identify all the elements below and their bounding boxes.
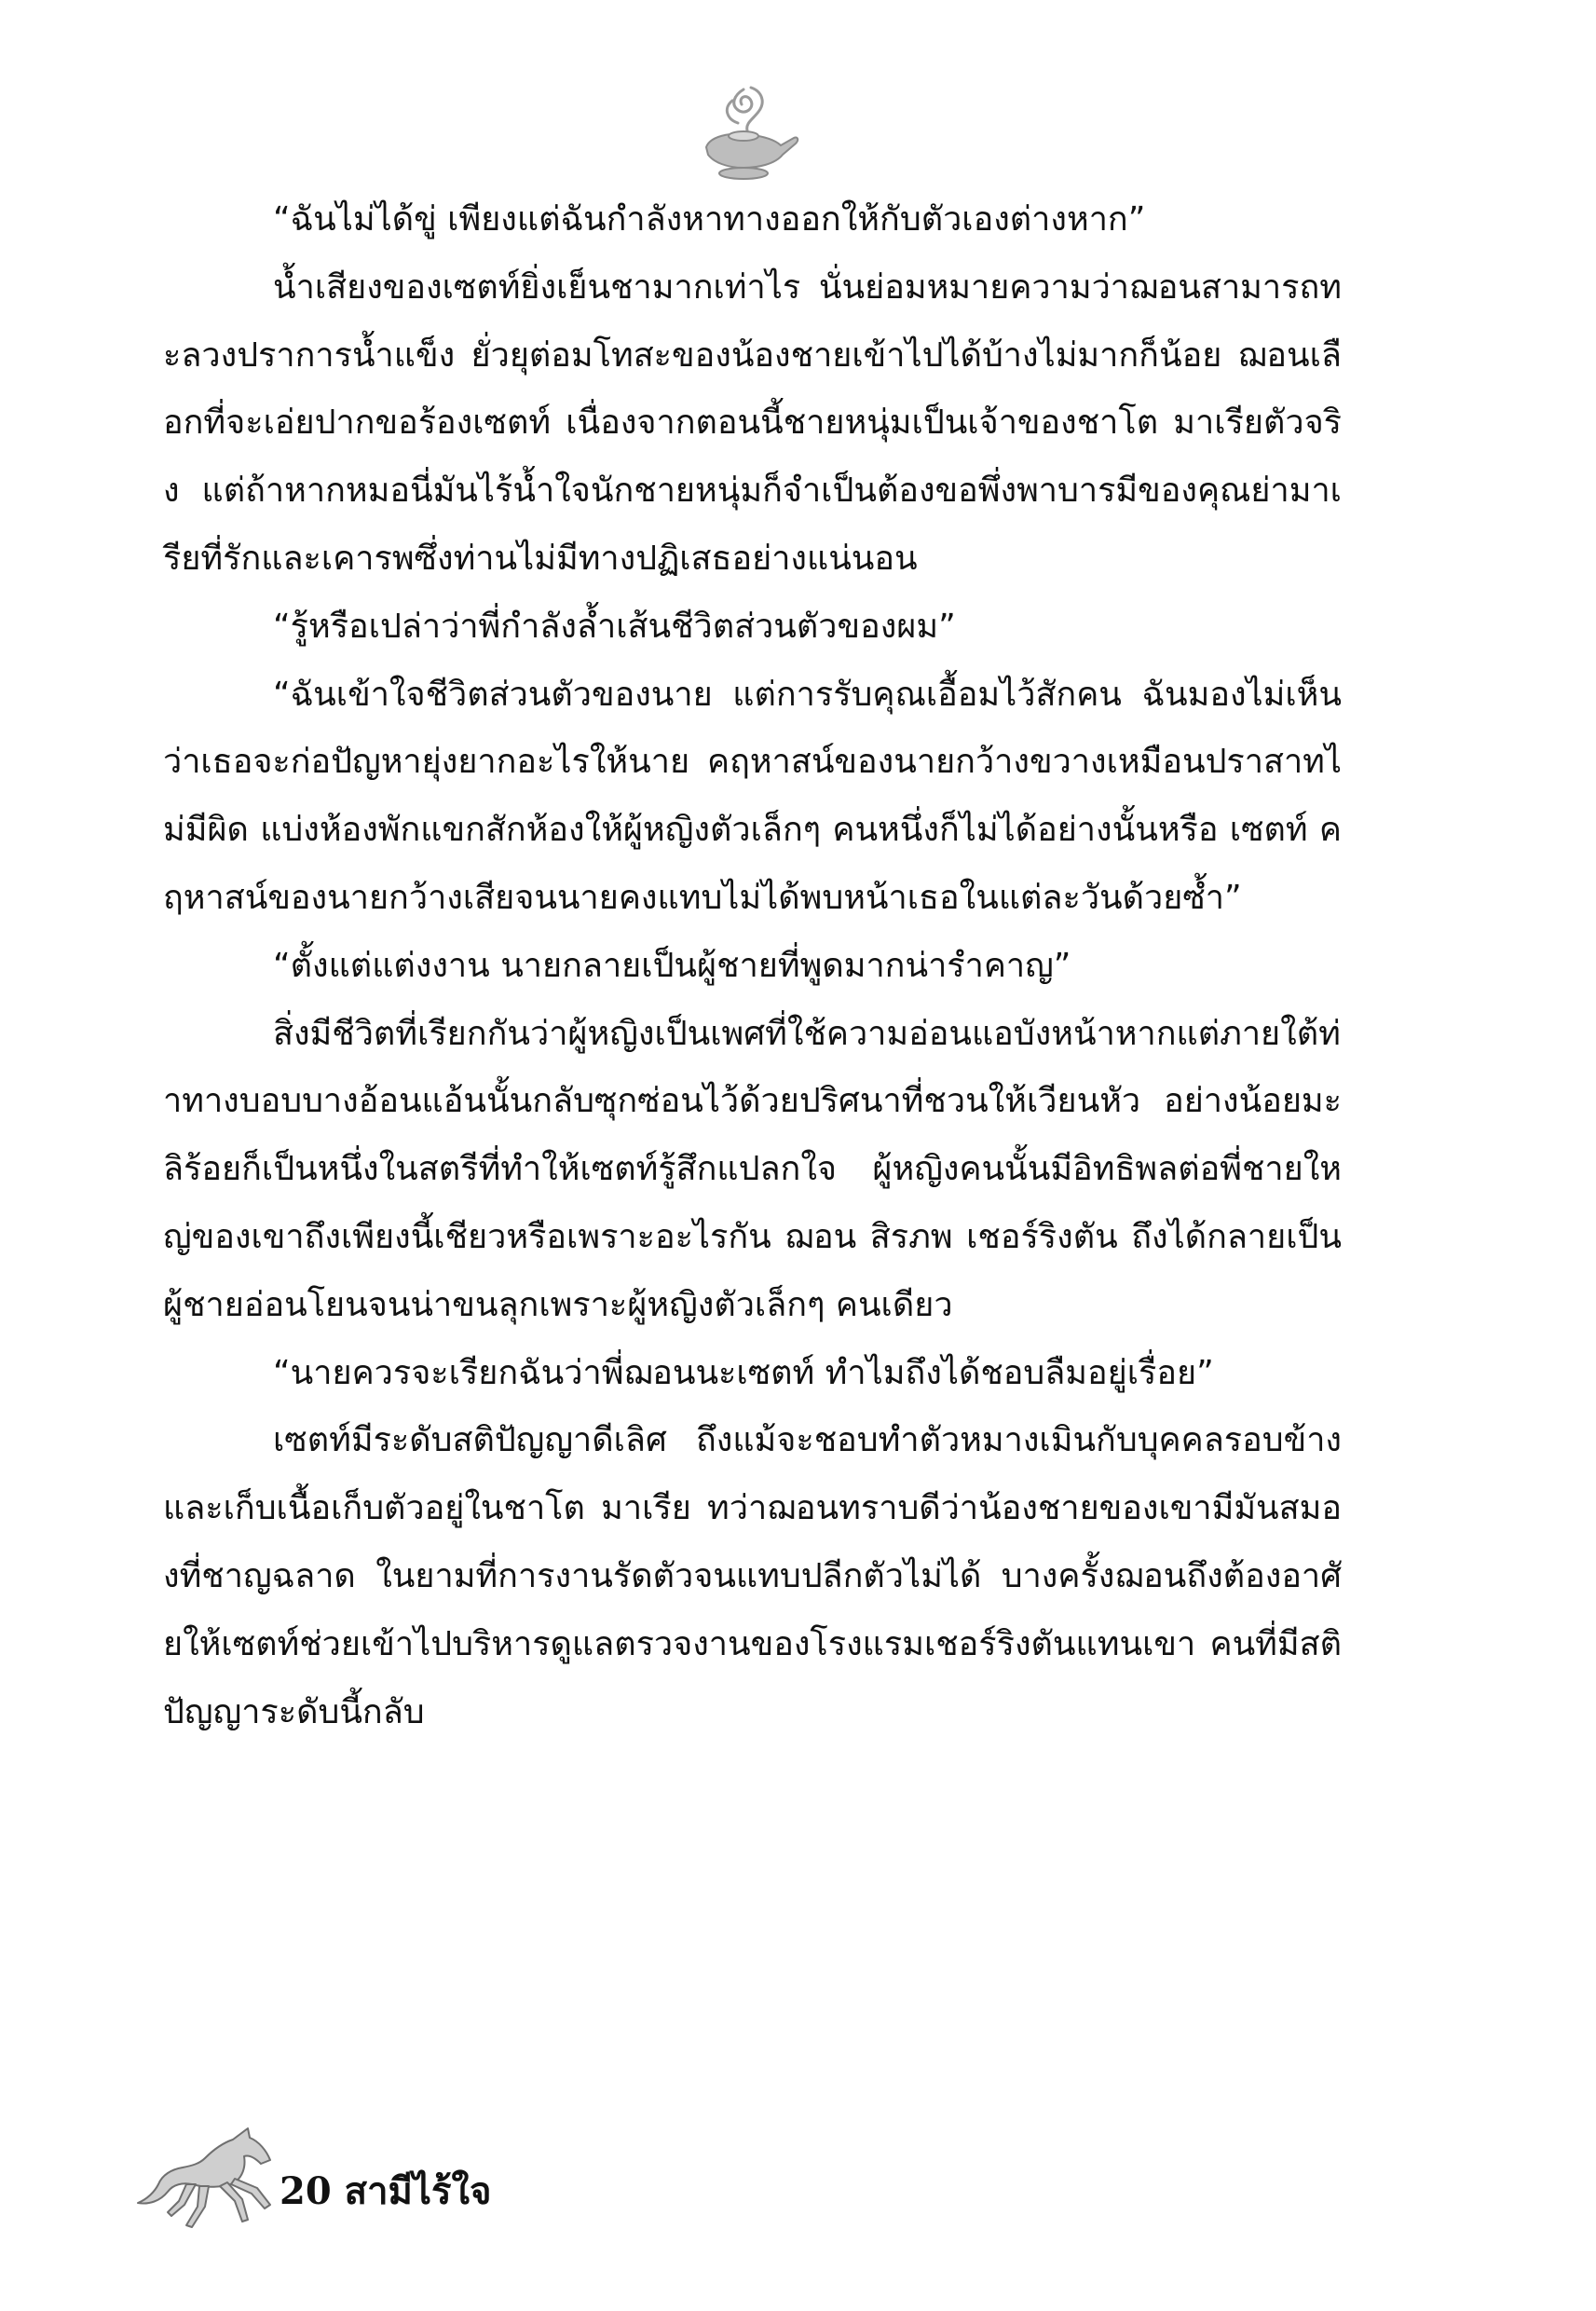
horse-icon bbox=[130, 2126, 293, 2234]
paragraph: “ตั้งแต่แต่งงาน นายกลายเป็นผู้ชายที่พูดมากน่ารำคาญ” bbox=[273, 946, 1071, 985]
footer-label bbox=[280, 2164, 491, 2220]
paragraph: “นายควรจะเรียกฉันว่าพี่ฌอนนะเซตท์ ทำไมถึงได้ชอบลืมอยู่เรื่อย” bbox=[273, 1353, 1214, 1392]
page-footer bbox=[130, 2126, 876, 2238]
paragraph: “ฉันไม่ได้ขู่ เพียงแต่ฉันกำลังหาทางออกให้กับตัวเองต่างหาก” bbox=[273, 200, 1146, 239]
paragraph: “ฉันเข้าใจชีวิตส่วนตัวของนาย แต่การรับคุณเอื้อมไว้สักคน ฉันมองไม่เห็นว่าเธอจะก่อปัญหายุ่งยากอะไรให้นาย คฤหาสน์ของนายกว้างขวางเหมือนปราสาทไม่มีผิด แบ่งห้องพักแขกสักห้องให้ผู้หญิงตัวเล็กๆ คนหนึ่งก็ไม่ได้อย่างนั้นหรือ เซตท์ คฤหาสน์ของนายกว้างเสียจนนายคงแทบไม่ได้พบหน้าเธอในแต่ละวันด้วยซ้ำ” bbox=[163, 675, 1342, 917]
book-title: สามีไร้ใจ bbox=[344, 2169, 492, 2213]
paragraph: สิ่งมีชีวิตที่เรียกกันว่าผู้หญิงเป็นเพศที่ใช้ความอ่อนแอบังหน้าหากแต่ภายใต้ท่าทางบอบบางอ้อนแอ้นนั้นกลับซุกซ่อนไว้ด้วยปริศนาที่ชวนให้เวียนหัว อย่างน้อยมะลิร้อยก็เป็นหนึ่งในสตรีที่ทำให้เซตท์รู้สึกแปลกใจ ผู้หญิงคนนั้นมีอิทธิพลต่อพี่ชายใหญ่ของเขาถึงเพียงนี้เชียวหรือเพราะอะไรกัน ฌอน สิรภพ เชอร์ริงตัน ถึงได้กลายเป็นผู้ชายอ่อนโยนจนน่าขนลุกเพราะผู้หญิงตัวเล็กๆ คนเดียว bbox=[163, 1014, 1342, 1324]
page-number: 20 bbox=[280, 2169, 332, 2213]
paragraph: “รู้หรือเปล่าว่าพี่กำลังล้ำเส้นชีวิตส่วนตัวของผม” bbox=[273, 607, 956, 646]
body-text bbox=[163, 186, 1342, 2106]
lamp-ornament-icon bbox=[689, 82, 801, 185]
paragraph: น้ำเสียงของเซตท์ยิ่งเย็นชามากเท่าไร นั่นย่อมหมายความว่าฌอนสามารถทะลวงปราการน้ำแข็ง ยั่วยุต่อมโทสะของน้องชายเข้าไปได้บ้างไม่มากก็น้อย ฌอนเลือกที่จะเอ่ยปากขอร้องเซตท์ เนื่องจากตอนนี้ชายหนุ่มเป็นเจ้าของชาโต มาเรียตัวจริง แต่ถ้าหากหมอนี่มันไร้น้ำใจนักชายหนุ่มก็จำเป็นต้องขอพึ่งพาบารมีของคุณย่ามาเรียที่รักและเคารพซึ่งท่านไม่มีทางปฏิเสธอย่างแน่นอน bbox=[163, 267, 1342, 578]
paragraph: เซตท์มีระดับสติปัญญาดีเลิศ ถึงแม้จะชอบทำตัวหมางเมินกับบุคคลรอบข้างและเก็บเนื้อเก็บตัวอยู่ในชาโต มาเรีย ทว่าฌอนทราบดีว่าน้องชายของเขามีมันสมองที่ชาญฉลาด ในยามที่การงานรัดตัวจนแทบปลีกตัวไม่ได้ บางครั้งฌอนถึงต้องอาศัยให้เซตท์ช่วยเข้าไปบริหารดูแลตรวจงานของโรงแรมเชอร์ริงตันแทนเขา คนที่มีสติปัญญาระดับนี้กลับ bbox=[163, 1421, 1342, 1731]
